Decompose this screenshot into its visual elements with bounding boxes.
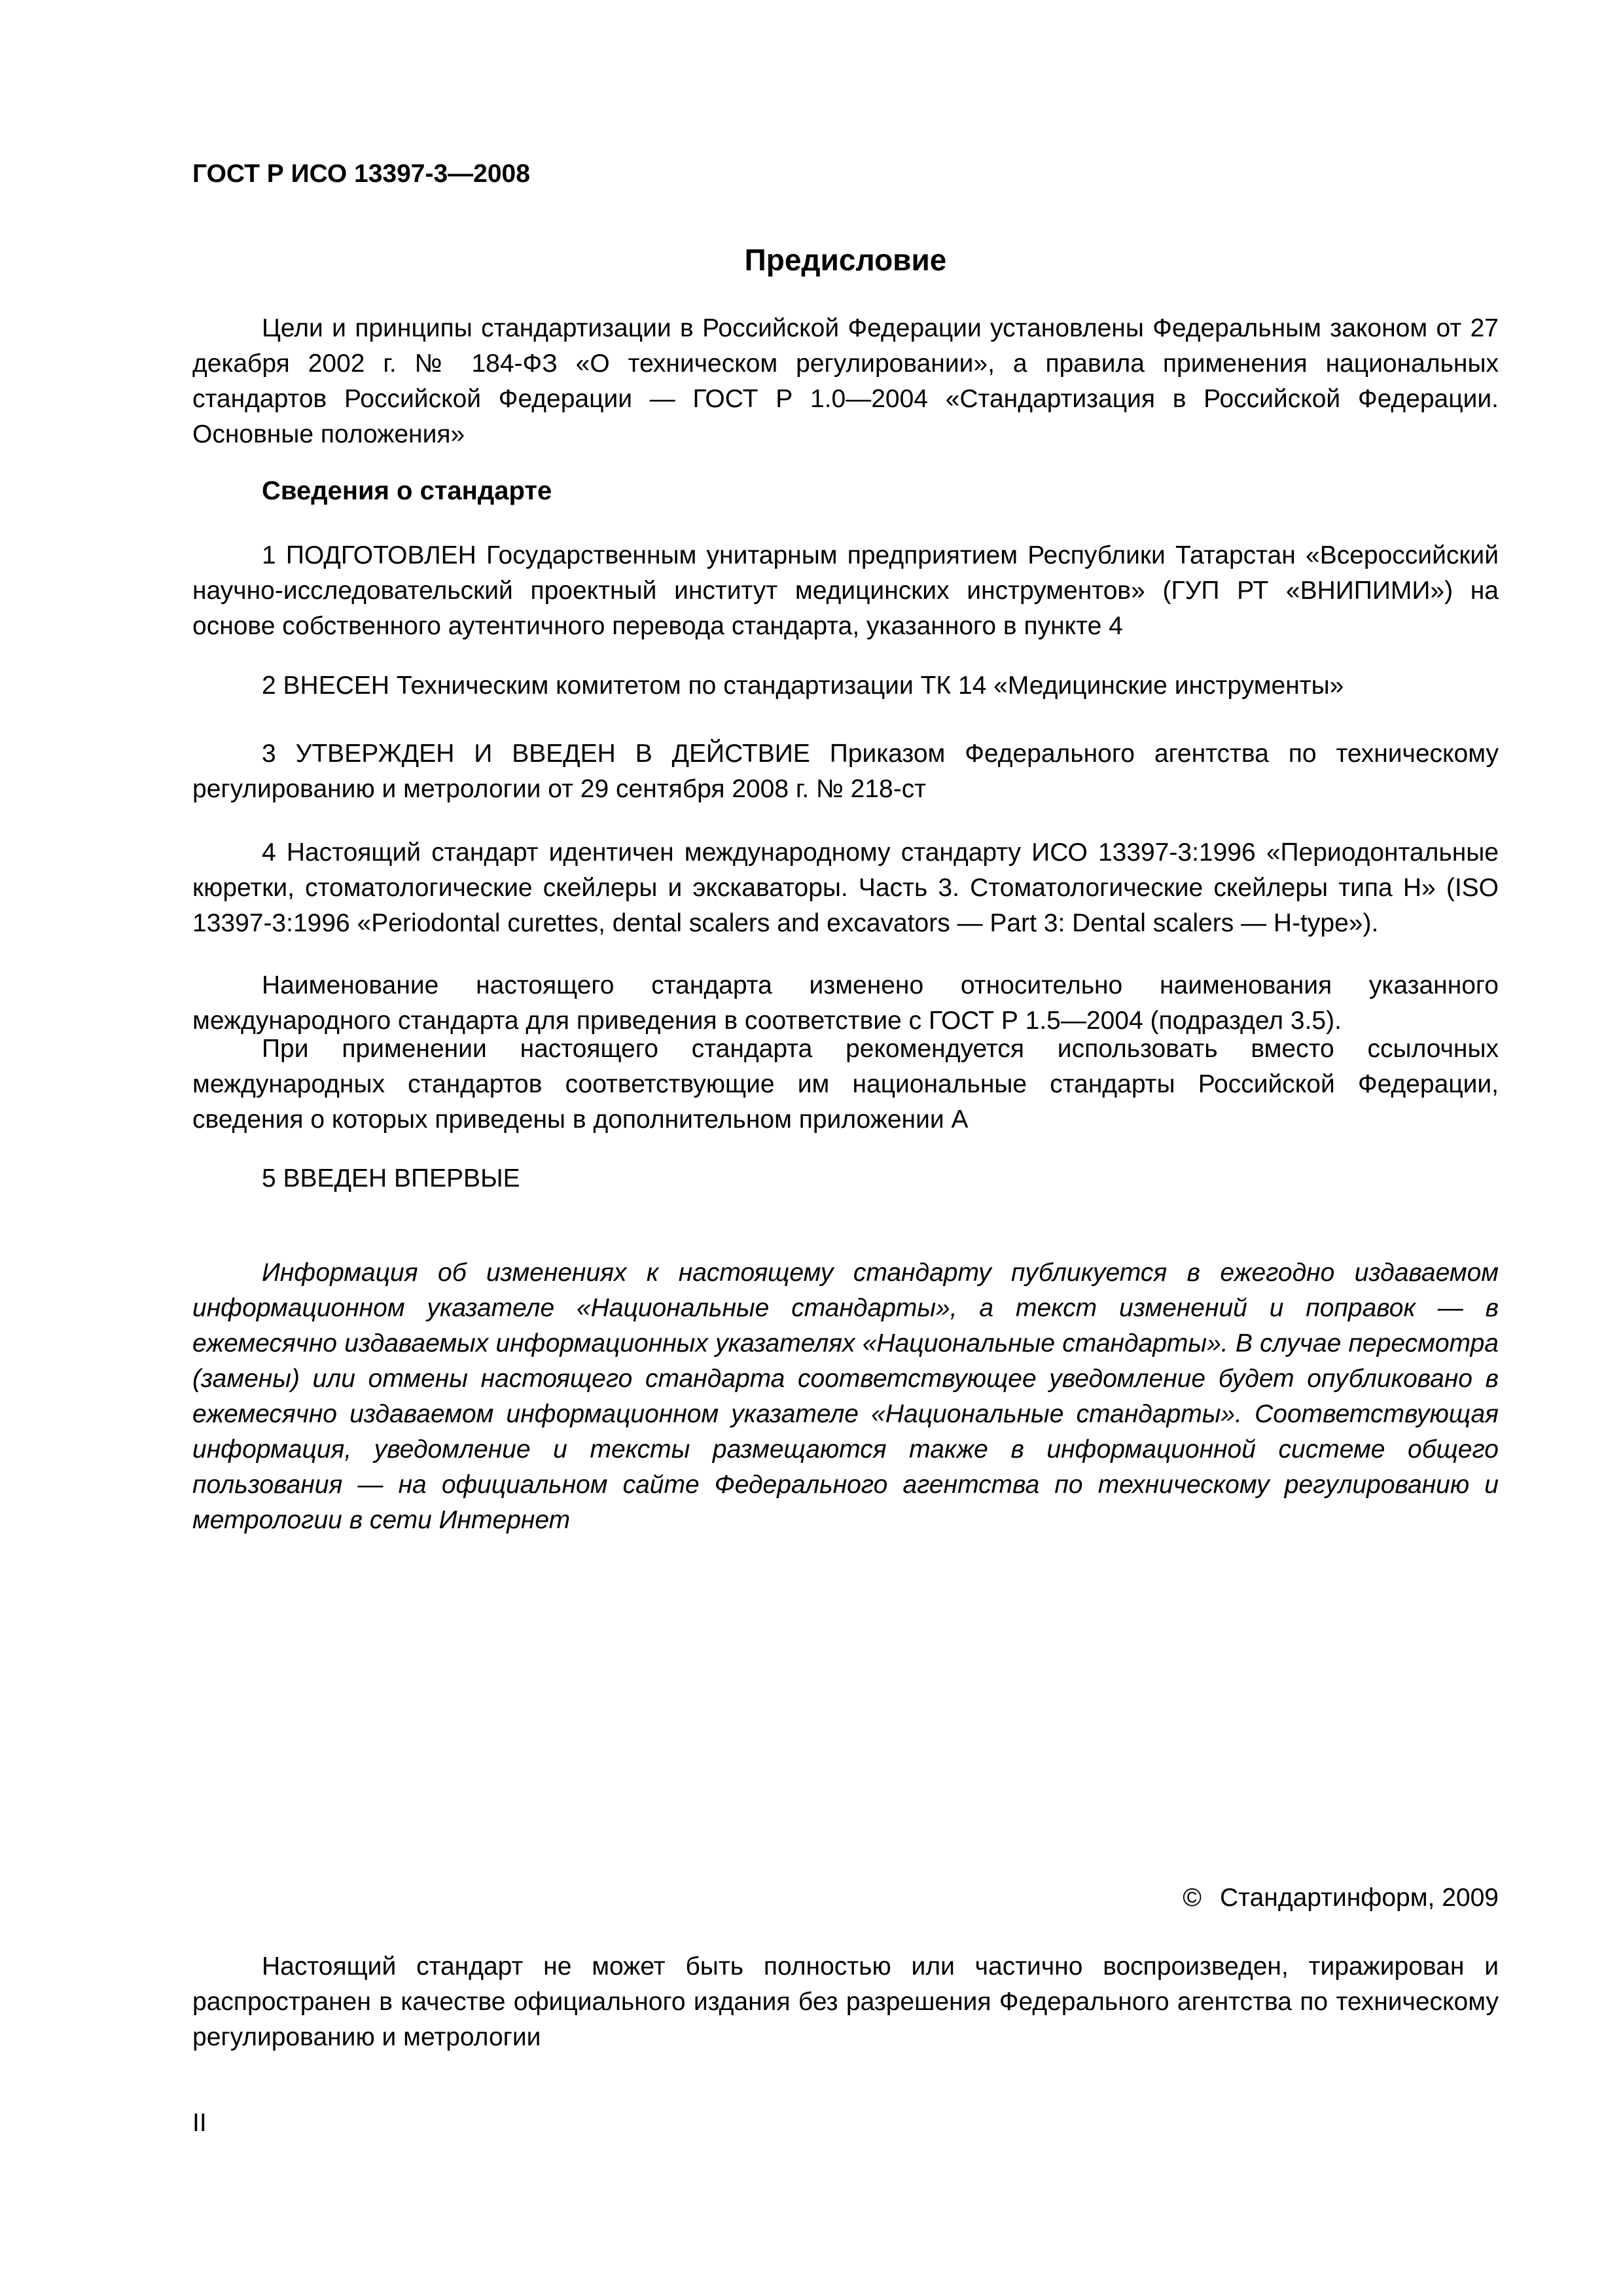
- item-1-prepared: 1 ПОДГОТОВЛЕН Государственным унитарным предприятием Республики Татарстан «Всероссийский научно-исследовательский проектный институт медицинских инструментов» (ГУП РТ «ВНИПИМИ») на основе собственного аутентичного перевода стандарта, указанного в пункте 4: [192, 541, 1499, 640]
- document-header: ГОСТ Р ИСО 13397-3—2008: [192, 160, 530, 188]
- page-title: Предисловие: [744, 243, 947, 277]
- item-5-first-introduced: 5 ВВЕДЕН ВПЕРВЫЕ: [262, 1164, 520, 1193]
- item-2-submitted: 2 ВНЕСЕН Техническим комитетом по стандартизации ТК 14 «Медицинские инструменты»: [262, 672, 1344, 700]
- item-4-identical: 4 Настоящий стандарт идентичен международному стандарту ИСО 13397-3:1996 «Периодонтальные кюретки, стоматологические скейлеры и экскаваторы. Часть 3. Стоматологические скейлеры типа Н» (ISO 13397-3:1996 «Periodontal curettes, dental scalers and excavators — Part 3: Dental scalers — H-type»).: [192, 838, 1499, 937]
- item-3-approved: 3 УТВЕРЖДЕН И ВВЕДЕН В ДЕЙСТВИЕ Приказом Федерального агентства по техническому регулированию и метрологии от 29 сентября 2008 г. № 218-ст: [192, 740, 1499, 803]
- copyright-line: [1183, 1884, 1499, 1912]
- section-heading: Сведения о стандарте: [262, 476, 552, 505]
- page-number: II: [192, 2109, 207, 2137]
- intro-paragraph: Цели и принципы стандартизации в Российской Федерации установлены Федеральным законом от 27 декабря 2002 г. № 184-ФЗ «О техническом регулировании», а правила применения национальных стандартов Российской Федерации — ГОСТ Р 1.0—2004 «Стандартизация в Российской Федерации. Основные положения»: [192, 314, 1499, 448]
- changes-notice: Информация об изменениях к настоящему стандарту публикуется в ежегодно издаваемом информационном указателе «Национальные стандарты», а текст изменений и поправок — в ежемесячно издаваемых информационных указателях «Национальные стандарты». В случае пересмотра (замены) или отмены настоящего стандарта соответствующее уведомление будет опубликовано в ежемесячно издаваемом информационном указателе «Национальные стандарты». Соответствующая информация, уведомление и тексты размещаются также в информационной системе общего пользования — на официальном сайте Федерального агентства по техническому регулированию и метрологии в сети Интернет: [192, 1259, 1499, 1534]
- copyright-icon: ©: [1183, 1884, 1202, 1912]
- item-4-name-change: Наименование настоящего стандарта изменено относительно наименования указанного международного стандарта для приведения в соответствие с ГОСТ Р 1.5—2004 (подраздел 3.5).: [192, 971, 1499, 1035]
- item-4-references: При применении настоящего стандарта рекомендуется использовать вместо ссылочных международных стандартов соответствующие им национальные стандарты Российской Федерации, сведения о которых приведены в дополнительном приложении А: [192, 1035, 1499, 1134]
- reproduction-notice: Настоящий стандарт не может быть полностью или частично воспроизведен, тиражирован и распространен в качестве официального издания без разрешения Федерального агентства по техническому регулированию и метрологии: [192, 1952, 1499, 2051]
- copyright-holder: Стандартинформ, 2009: [1220, 1884, 1499, 1912]
